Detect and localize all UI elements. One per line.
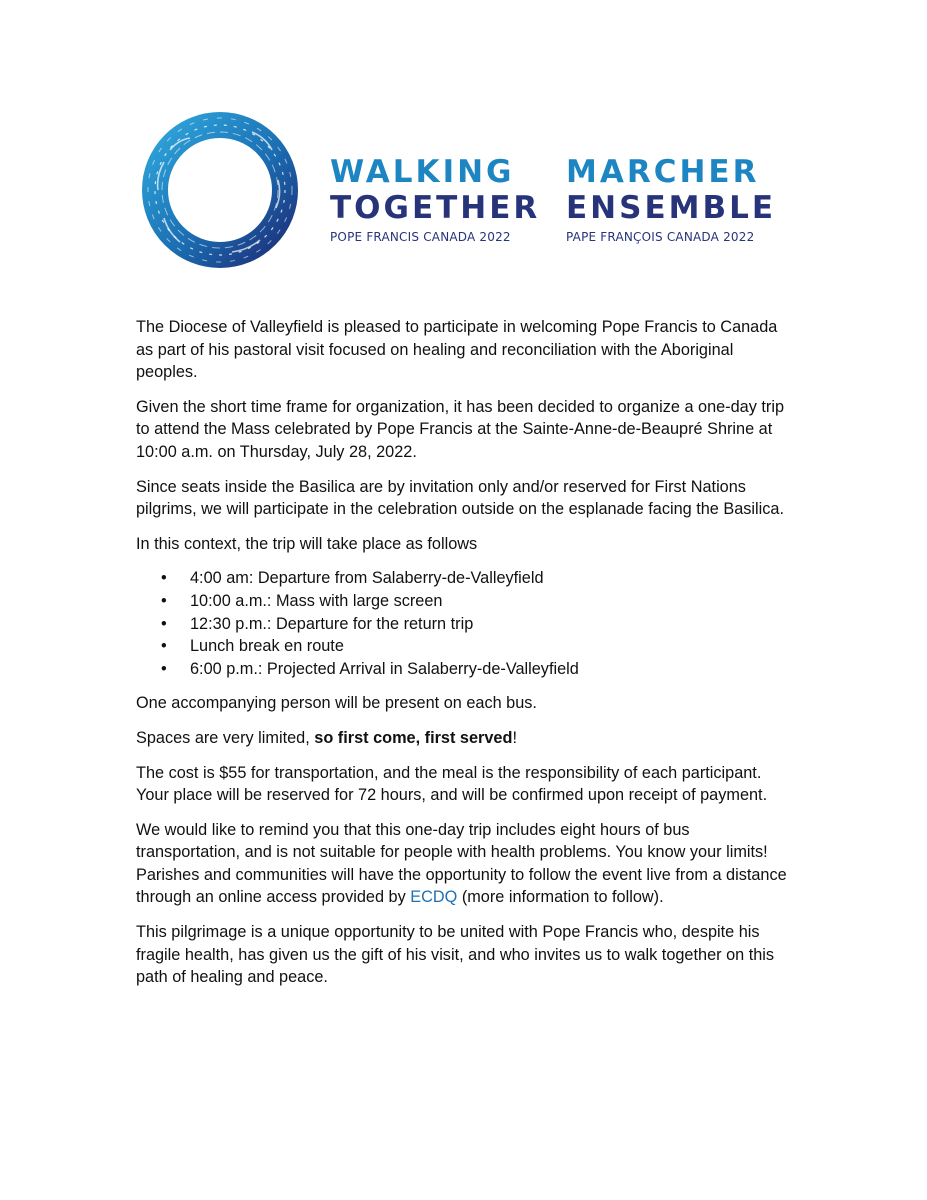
context-paragraph: In this context, the trip will take place as follows — [136, 534, 478, 553]
list-item: • 6:00 p.m.: Projected Arrival in Salaberry-de-Valleyfield — [190, 658, 796, 681]
list-item: • Lunch break en route — [190, 635, 796, 658]
logo-together: TOGETHER — [330, 190, 541, 226]
reminder-end: (more information to follow). — [457, 888, 664, 907]
reminder-text: We would like to remind you that this one-day trip includes eight hours of bus transportation, and is not suitable for people with health problems. You know your limits! Parishes and communities will have the opportunity to follow the event live from a distance through an online access provided by — [136, 820, 787, 907]
header — [140, 110, 800, 270]
spaces-emphasis: so first come, first served — [314, 728, 513, 747]
spaces-end: ! — [512, 728, 517, 747]
schedule-list — [136, 567, 796, 680]
logo-subtitle-fr: PAPE FRANÇOIS CANADA 2022 — [566, 230, 755, 244]
seats-paragraph: Since seats inside the Basilica are by invitation only and/or reserved for First Nations pilgrims, we will participate in the celebration outside on the esplanade facing the Basilica. — [136, 477, 784, 519]
list-item: • 10:00 a.m.: Mass with large screen — [190, 590, 796, 613]
ecdq-link[interactable]: ECDQ — [410, 888, 458, 907]
list-item: • 12:30 p.m.: Departure for the return trip — [190, 613, 796, 636]
spaces-paragraph — [136, 727, 796, 750]
logo-wordmark — [330, 154, 796, 244]
letter-body — [136, 316, 796, 1001]
closing-paragraph: This pilgrimage is a unique opportunity to be united with Pope Francis who, despite his fragile health, has given us the gift of his visit, and who invites us to walk together on this path of healing and peace. — [136, 923, 775, 987]
intro-paragraph: The Diocese of Valleyfield is pleased to participate in welcoming Pope Francis to Canada as part of his pastoral visit focused on healing and reconciliation with the Aboriginal peoples. — [136, 318, 778, 382]
logo-ensemble: ENSEMBLE — [566, 190, 777, 226]
timeframe-paragraph: Given the short time frame for organization, it has been decided to organize a one-day trip to attend the Mass celebrated by Pope Francis at the Sainte-Anne-de-Beaupré Shrine at 10:00 a.m. on Thursday, July 28, 2022. — [136, 397, 784, 461]
cost-paragraph: The cost is $55 for transportation, and the meal is the responsibility of each participant. Your place will be reserved for 72 hours, and will be confirmed upon receipt of payment. — [136, 763, 768, 805]
logo-subtitle-en: POPE FRANCIS CANADA 2022 — [330, 230, 511, 244]
accompany-paragraph: One accompanying person will be present on each bus. — [136, 694, 537, 713]
reminder-paragraph — [136, 819, 796, 909]
logo-walking: WALKING — [330, 154, 515, 190]
spaces-text: Spaces are very limited, — [136, 728, 315, 747]
logo-marcher: MARCHER — [566, 154, 760, 190]
list-item: • 4:00 am: Departure from Salaberry-de-Valleyfield — [190, 567, 796, 590]
walking-together-ring-logo — [140, 110, 300, 270]
